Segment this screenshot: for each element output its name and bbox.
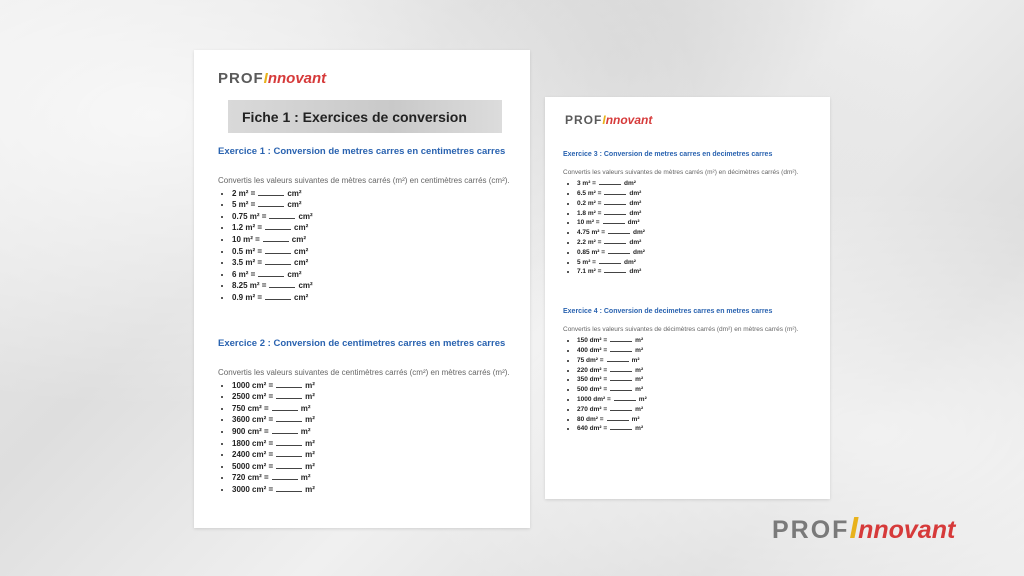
answer-blank	[263, 234, 289, 242]
answer-blank	[608, 228, 630, 234]
conversion-item	[577, 375, 813, 385]
conversion-expression: 1.2 m² =	[232, 223, 263, 233]
answer-blank	[599, 179, 621, 185]
conversion-item	[577, 248, 813, 258]
conversion-item	[232, 211, 510, 223]
unit-label: dm²	[629, 190, 642, 197]
unit-label: m²	[631, 356, 640, 364]
conversion-item	[577, 258, 813, 268]
unit-label: m²	[305, 461, 315, 471]
answer-blank	[604, 199, 626, 205]
conversion-expression: 1.8 m² =	[577, 209, 602, 217]
unit-label: cm²	[298, 281, 313, 291]
unit-label: m²	[300, 473, 311, 483]
conversion-item	[577, 238, 813, 248]
conversion-item	[577, 415, 813, 425]
unit-label: cm²	[294, 258, 309, 268]
answer-blank	[258, 199, 284, 207]
answer-blank	[272, 472, 298, 480]
answer-blank	[272, 403, 298, 411]
profinnovant-logo: PROFInnovant	[565, 113, 653, 127]
conversion-expression: 1000 cm² =	[232, 380, 274, 390]
conversion-item	[232, 426, 510, 438]
exercise-title: Exercice 4 : Conversion de decimetres carres en metres carres	[563, 308, 773, 315]
conversion-expression: 2 m² =	[232, 188, 256, 198]
unit-label: m²	[635, 386, 644, 394]
unit-label: cm²	[294, 223, 309, 233]
exercise-instructions: Convertis les valeurs suivantes de mètres carrés (m²) en décimètres carrés (dm²).	[563, 169, 799, 177]
conversion-expression: 6 m² =	[232, 269, 256, 279]
conversion-expression: 2500 cm² =	[232, 392, 274, 402]
conversion-item	[577, 336, 813, 346]
conversion-expression: 1000 dm² =	[577, 395, 611, 403]
conversion-expression: 150 dm² =	[577, 337, 608, 345]
conversion-expression: 270 dm² =	[577, 405, 608, 413]
conversion-expression: 5 m² =	[577, 258, 596, 266]
answer-blank	[276, 391, 302, 399]
conversion-item	[232, 472, 510, 484]
conversion-expression: 3 m² =	[577, 180, 596, 188]
answer-blank	[269, 211, 295, 219]
unit-label: dm²	[629, 199, 642, 207]
conversion-expression: 5000 cm² =	[232, 461, 274, 471]
conversion-item	[577, 189, 813, 199]
exercise-instructions: Convertis les valeurs suivantes de centimètres carrés (cm²) en mètres carrés (m²).	[218, 367, 510, 377]
conversion-expression: 4.75 m² =	[577, 229, 606, 237]
unit-label: cm²	[294, 246, 309, 256]
conversion-item	[577, 405, 813, 415]
conversion-item	[577, 395, 813, 405]
answer-blank	[265, 222, 291, 230]
exercise-instructions: Convertis les valeurs suivantes de mètres carrés (m²) en centimètres carrés (cm²).	[218, 175, 510, 185]
answer-blank	[258, 188, 284, 196]
unit-label: m²	[305, 392, 315, 402]
answer-blank	[610, 424, 632, 430]
answer-blank	[276, 414, 302, 422]
unit-label: dm²	[623, 258, 636, 266]
answer-blank	[265, 246, 291, 254]
unit-label: cm²	[298, 211, 313, 221]
unit-label: m²	[635, 337, 644, 345]
exercise-title: Exercice 2 : Conversion de centimetres carres en metres carres	[218, 338, 506, 349]
conversion-item	[232, 438, 510, 450]
conversion-expression: 500 dm² =	[577, 386, 608, 394]
conversion-item	[232, 199, 510, 211]
conversion-item	[232, 380, 510, 392]
conversion-item	[232, 234, 510, 246]
exercise-list	[563, 179, 813, 277]
answer-blank	[276, 484, 302, 492]
answer-blank	[265, 257, 291, 265]
answer-blank	[258, 269, 284, 277]
conversion-expression: 2400 cm² =	[232, 450, 274, 460]
unit-label: dm²	[623, 180, 636, 188]
conversion-item	[232, 391, 510, 403]
answer-blank	[276, 449, 302, 457]
conversion-expression: 5 m² =	[232, 200, 256, 210]
answer-blank	[610, 385, 632, 391]
unit-label: m²	[638, 395, 647, 403]
exercise-3	[563, 150, 813, 277]
unit-label: m²	[305, 415, 315, 425]
unit-label: cm²	[287, 188, 302, 198]
conversion-expression: 640 dm² =	[577, 425, 608, 433]
unit-label: m²	[635, 366, 644, 374]
conversion-item	[577, 366, 813, 376]
conversion-item	[232, 414, 510, 426]
unit-label: m²	[635, 347, 644, 354]
conversion-expression: 80 dm² =	[577, 415, 604, 423]
answer-blank	[608, 248, 630, 254]
conversion-item	[232, 403, 510, 415]
unit-label: dm²	[629, 268, 642, 276]
answer-blank	[276, 438, 302, 446]
conversion-expression: 75 dm² =	[577, 356, 604, 364]
answer-blank	[272, 426, 298, 434]
unit-label: cm²	[287, 200, 302, 210]
answer-blank	[276, 461, 302, 469]
answer-blank	[604, 267, 626, 273]
answer-blank	[603, 218, 625, 224]
unit-label: m²	[305, 438, 315, 448]
answer-blank	[607, 356, 629, 362]
exercise-list	[218, 380, 510, 496]
conversion-expression: 3.5 m² =	[232, 258, 263, 268]
conversion-item	[232, 280, 510, 292]
answer-blank	[610, 405, 632, 411]
unit-label: dm²	[627, 219, 640, 227]
answer-blank	[604, 238, 626, 244]
unit-label: dm²	[633, 229, 645, 237]
profinnovant-brand-logo: PROFInnovant	[772, 510, 956, 545]
conversion-expression: 0.9 m² =	[232, 292, 263, 302]
conversion-expression: 6.5 m² =	[577, 190, 602, 197]
conversion-expression: 8.25 m² =	[232, 281, 267, 291]
conversion-expression: 1800 cm² =	[232, 438, 274, 448]
answer-blank	[604, 209, 626, 215]
answer-blank	[599, 258, 621, 264]
answer-blank	[610, 366, 632, 372]
unit-label: dm²	[629, 209, 642, 217]
unit-label: dm²	[629, 238, 642, 246]
unit-label: m²	[631, 415, 640, 423]
exercise-instructions: Convertis les valeurs suivantes de décimètres carrés (dm²) en mètres carrés (m²).	[563, 326, 799, 334]
answer-blank	[265, 292, 291, 300]
conversion-expression: 750 cm² =	[232, 403, 269, 413]
exercise-1	[218, 146, 510, 304]
profinnovant-logo: PROFInnovant	[218, 70, 327, 87]
exercise-list	[218, 188, 510, 304]
conversion-item	[577, 199, 813, 209]
exercise-title: Exercice 3 : Conversion de metres carres en decimetres carres	[563, 151, 773, 158]
unit-label: m²	[300, 426, 311, 436]
conversion-item	[577, 209, 813, 219]
exercise-4	[563, 307, 813, 434]
answer-blank	[610, 346, 632, 352]
conversion-item	[232, 461, 510, 473]
exercise-title: Exercice 1 : Conversion de metres carres en centimetres carres	[218, 146, 506, 157]
conversion-expression: 10 m² =	[577, 219, 600, 227]
answer-blank	[604, 189, 626, 195]
conversion-item	[577, 267, 813, 277]
conversion-expression: 0.5 m² =	[232, 246, 263, 256]
conversion-expression: 3600 cm² =	[232, 415, 274, 425]
conversion-expression: 7.1 m² =	[577, 268, 602, 276]
conversion-item	[577, 218, 813, 228]
answer-blank	[269, 280, 295, 288]
conversion-item	[232, 257, 510, 269]
sheet-title: Fiche 1 : Exercices de conversion	[228, 100, 502, 133]
unit-label: cm²	[294, 292, 309, 302]
unit-label: m²	[305, 450, 315, 460]
conversion-expression: 900 cm² =	[232, 426, 269, 436]
unit-label: m²	[305, 484, 315, 494]
unit-label: cm²	[291, 234, 307, 244]
conversion-expression: 0.85 m² =	[577, 248, 606, 256]
worksheet-page-2	[545, 97, 830, 499]
exercise-2	[218, 338, 510, 496]
conversion-item	[232, 188, 510, 200]
conversion-expression: 10 m² =	[232, 234, 260, 244]
answer-blank	[610, 375, 632, 381]
answer-blank	[607, 415, 629, 421]
conversion-item	[232, 292, 510, 304]
conversion-expression: 2.2 m² =	[577, 238, 602, 246]
exercise-list	[563, 336, 813, 434]
answer-blank	[614, 395, 636, 401]
conversion-expression: 350 dm² =	[577, 376, 608, 384]
conversion-item	[577, 356, 813, 366]
conversion-item	[577, 228, 813, 238]
worksheet-page-1	[194, 50, 530, 528]
answer-blank	[276, 380, 302, 388]
conversion-item	[577, 179, 813, 189]
conversion-item	[232, 484, 510, 496]
conversion-expression: 220 dm² =	[577, 366, 608, 374]
conversion-item	[232, 449, 510, 461]
conversion-item	[577, 424, 813, 434]
conversion-expression: 0.75 m² =	[232, 211, 267, 221]
conversion-item	[232, 246, 510, 258]
unit-label: m²	[635, 405, 644, 413]
unit-label: cm²	[287, 269, 302, 279]
conversion-expression: 400 dm² =	[577, 347, 608, 354]
conversion-item	[577, 385, 813, 395]
conversion-item	[232, 222, 510, 234]
unit-label: m²	[300, 403, 311, 413]
unit-label: m²	[635, 376, 644, 384]
conversion-item	[577, 346, 813, 356]
conversion-expression: 3000 cm² =	[232, 484, 274, 494]
answer-blank	[610, 336, 632, 342]
unit-label: m²	[305, 380, 315, 390]
unit-label: dm²	[633, 248, 645, 256]
conversion-expression: 720 cm² =	[232, 473, 269, 483]
conversion-item	[232, 269, 510, 281]
unit-label: m²	[635, 425, 644, 433]
conversion-expression: 0.2 m² =	[577, 199, 602, 207]
